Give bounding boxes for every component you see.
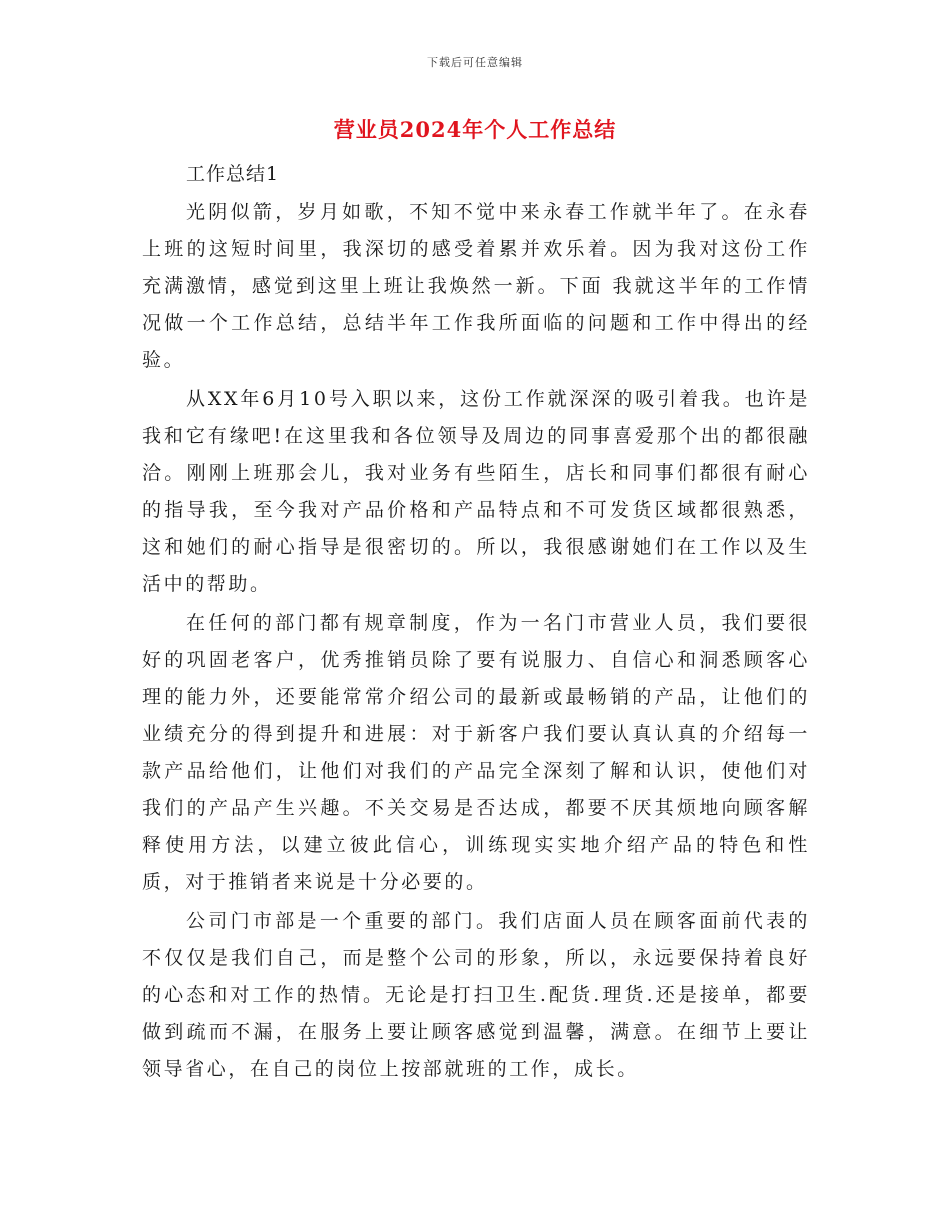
document-title: 营业员2024年个人工作总结 bbox=[333, 117, 617, 142]
section-heading: 工作总结1 bbox=[186, 163, 280, 185]
document-body bbox=[142, 158, 810, 1090]
paragraph-4: 公司门市部是一个重要的部门。我们店面人员在顾客面前代表的不仅仅是我们自己，而是整个公司的形象，所以，永远要保持着良好的心态和对工作的热情。无论是打扫卫生.配货.理货.还是接单，都要做到疏而不漏，在服务上要让顾客感觉到温馨，满意。在细节上要让领导省心，在自己的岗位上按部就班的工作，成长。 bbox=[142, 910, 810, 1080]
paragraph-2: 从XX年6月10号入职以来，这份工作就深深的吸引着我。也许是我和它有缘吧!在这里我和各位领导及周边的同事喜爱那个出的都很融洽。刚刚上班那会儿，我对业务有些陌生，店长和同事们都很有耐心的指导我，至今我对产品价格和产品特点和不可发货区域都很熟悉，这和她们的耐心指导是很密切的。所以，我很感谢她们在工作以及生活中的帮助。 bbox=[142, 388, 810, 595]
paragraph-1: 光阴似箭，岁月如歌，不知不觉中来永春工作就半年了。在永春上班的这短时间里，我深切的感受着累并欢乐着。因为我对这份工作充满激情，感觉到这里上班让我焕然一新。下面 我就这半年的工作情况做一个工作总结，总结半年工作我所面临的问题和工作中得出的经验。 bbox=[142, 201, 810, 371]
header-note: 下载后可任意编辑 bbox=[427, 56, 523, 69]
paragraph-3: 在任何的部门都有规章制度，作为一名门市营业人员，我们要很好的巩固老客户，优秀推销员除了要有说服力、自信心和洞悉顾客心理的能力外，还要能常常介绍公司的最新或最畅销的产品，让他们的业绩充分的得到提升和进展：对于新客户我们要认真认真的介绍每一款产品给他们，让他们对我们的产品完全深刻了解和认识，使他们对我们的产品产生兴趣。不关交易是否达成，都要不厌其烦地向顾客解释使用方法，以建立彼此信心，训练现实实地介绍产品的特色和性质，对于推销者来说是十分必要的。 bbox=[142, 612, 810, 893]
